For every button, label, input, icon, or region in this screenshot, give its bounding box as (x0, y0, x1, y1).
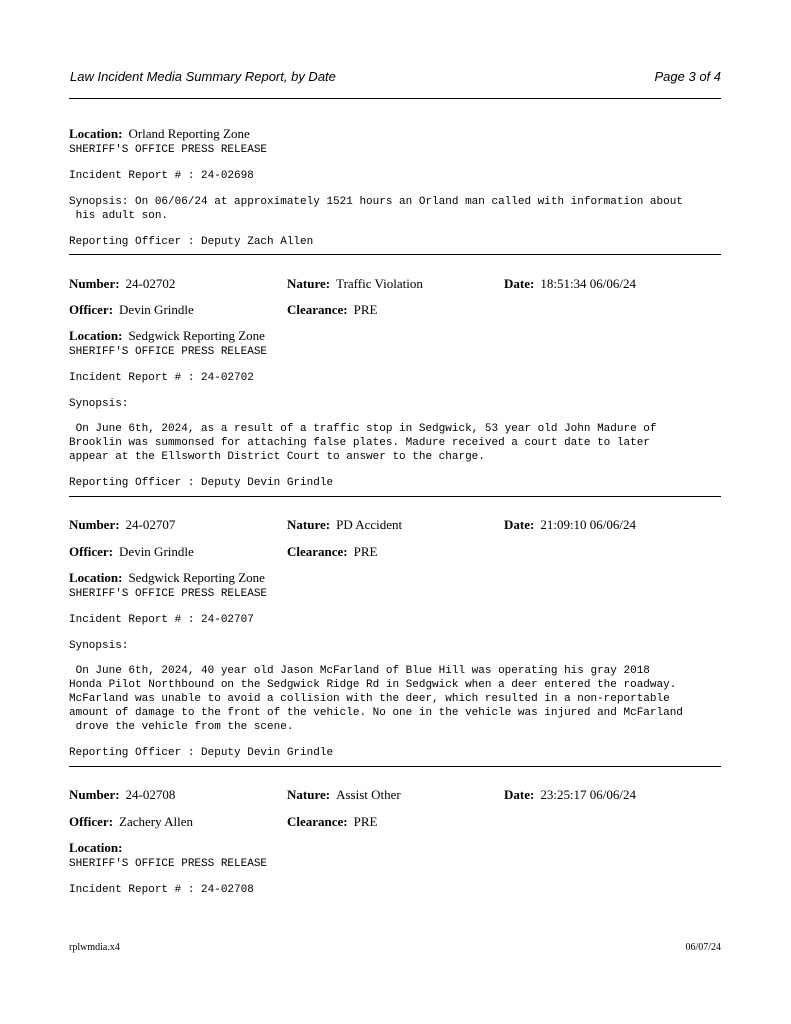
footer-report-id: rplwmdia.x4 (69, 942, 120, 953)
footer-print-date: 06/07/24 (685, 942, 721, 953)
entry-rule (69, 496, 721, 497)
page-number: Page 3 of 4 (654, 69, 721, 84)
incident-report: Incident Report # : 24-02702 (69, 372, 254, 384)
synopsis-label: Synopsis: (69, 398, 129, 410)
incident-clearance: Clearance: PRE (287, 814, 378, 829)
incident-press: SHERIFF'S OFFICE PRESS RELEASE (69, 346, 268, 358)
carryover-location: Location: Orland Reporting Zone (69, 126, 250, 141)
incident-nature: Nature: Traffic Violation (287, 276, 423, 291)
report-title: Law Incident Media Summary Report, by Date (70, 69, 336, 84)
carryover-synopsis: Synopsis: On 06/06/24 at approximately 1521 hours an Orland man called with information about his adult son. (69, 196, 683, 222)
incident-nature: Nature: PD Accident (287, 517, 403, 532)
incident-clearance: Clearance: PRE (287, 302, 378, 317)
incident-date: Date: 21:09:10 06/06/24 (504, 517, 637, 532)
incident-number: Number: 24-02707 (69, 517, 176, 532)
incident-date: Date: 23:25:17 06/06/24 (504, 787, 637, 802)
incident-location: Location: Sedgwick Reporting Zone (69, 570, 265, 585)
reporting-officer: Reporting Officer : Deputy Devin Grindle (69, 747, 334, 759)
incident-date: Date: 18:51:34 06/06/24 (504, 276, 637, 291)
entry-rule (69, 254, 721, 255)
carryover-incident: Incident Report # : 24-02698 (69, 170, 254, 182)
synopsis-text: On June 6th, 2024, 40 year old Jason McFarland of Blue Hill was operating his gray 2018 Honda Pilot Northbound on the Sedgwick Ridge Rd in Sedgwick when a deer entered the roadway. McFarland was unable to avoid a collision with the deer, which resulted in a non-reportable amount of damage to the front of the vehicle. No one in the vehicle was injured and McFarland drove the vehicle from the scene. (69, 665, 683, 733)
entry-rule (69, 766, 721, 767)
incident-officer: Officer: Devin Grindle (69, 544, 194, 559)
incident-report: Incident Report # : 24-02707 (69, 614, 254, 626)
incident-press: SHERIFF'S OFFICE PRESS RELEASE (69, 588, 268, 600)
reporting-officer: Reporting Officer : Deputy Devin Grindle (69, 477, 334, 489)
incident-officer: Officer: Devin Grindle (69, 302, 194, 317)
synopsis-text: On June 6th, 2024, as a result of a traffic stop in Sedgwick, 53 year old John Madure of Brooklin was summonsed for attaching false plates. Madure received a court date to later appear at the Ellsworth District Court to answer to the charge. (69, 423, 657, 463)
incident-report: Incident Report # : 24-02708 (69, 884, 254, 896)
incident-number: Number: 24-02702 (69, 276, 176, 291)
carryover-reporting: Reporting Officer : Deputy Zach Allen (69, 236, 314, 248)
carryover-press: SHERIFF'S OFFICE PRESS RELEASE (69, 144, 268, 156)
incident-officer: Officer: Zachery Allen (69, 814, 194, 829)
incident-number: Number: 24-02708 (69, 787, 176, 802)
incident-press: SHERIFF'S OFFICE PRESS RELEASE (69, 858, 268, 870)
incident-location: Location: Sedgwick Reporting Zone (69, 328, 265, 343)
incident-nature: Nature: Assist Other (287, 787, 401, 802)
header-rule (69, 98, 721, 99)
incident-location: Location: (69, 840, 123, 855)
synopsis-label: Synopsis: (69, 640, 129, 652)
incident-clearance: Clearance: PRE (287, 544, 378, 559)
